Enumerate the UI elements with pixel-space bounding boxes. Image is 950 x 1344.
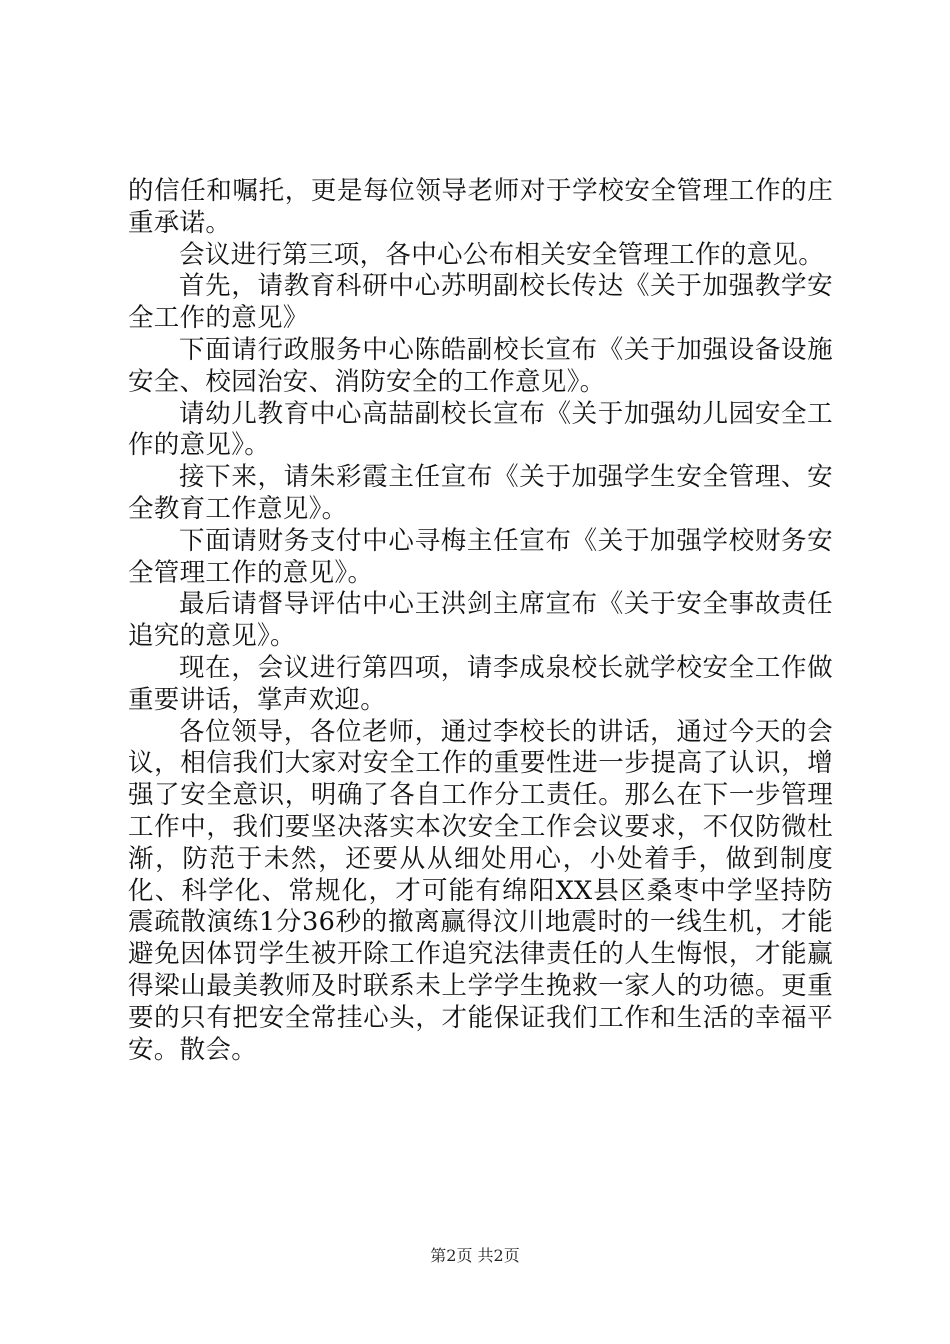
paragraph-8: 最后请督导评估中心王洪剑主席宣布《关于安全事故责任追究的意见》。 (128, 589, 833, 652)
paragraph-9: 现在，会议进行第四项，请李成泉校长就学校安全工作做重要讲话，掌声欢迎。 (128, 652, 833, 715)
paragraph-7: 下面请财务支付中心寻梅主任宣布《关于加强学校财务安全管理工作的意见》。 (128, 525, 833, 588)
paragraph-1: 的信任和嘱托，更是每位领导老师对于学校安全管理工作的庄重承诺。 (128, 176, 833, 238)
paragraph-10: 各位领导，各位老师，通过李校长的讲话，通过今天的会议，相信我们大家对安全工作的重要性进一步提高了认识，增强了安全意识，明确了各自工作分工责任。那么在下一步管理工作中，我们要坚决落实本次安全工作会议要求，不仅防微杜渐，防范于未然，还要从从细处用心，小处着手，做到制度化、科学化、常规化，才可能有绵阳XX县区桑枣中学坚持防震疏散演练1分36秒的撤离赢得汶川地震时的一线生机，才能避免因体罚学生被开除工作追究法律责任的人生悔恨，才能赢得梁山最美教师及时联系未上学学生挽救一家人的功德。更重要的只有把安全常挂心头，才能保证我们工作和生活的幸福平安。散会。 (128, 716, 833, 1065)
paragraph-2: 会议进行第三项，各中心公布相关安全管理工作的意见。 (179, 239, 825, 270)
paragraph-5: 请幼儿教育中心高喆副校长宣布《关于加强幼儿园安全工作的意见》。 (128, 398, 833, 461)
document-body (128, 176, 833, 1066)
paragraph-3: 首先，请教育科研中心苏明副校长传达《关于加强教学安全工作的意见》 (128, 271, 833, 334)
paragraph-4: 下面请行政服务中心陈皓副校长宣布《关于加强设备设施安全、校园治安、消防安全的工作意见》。 (128, 334, 833, 397)
paragraph-6: 接下来，请朱彩霞主任宣布《关于加强学生安全管理、安全教育工作意见》。 (128, 462, 833, 524)
page-footer: 第2页 共2页 (430, 1246, 520, 1265)
